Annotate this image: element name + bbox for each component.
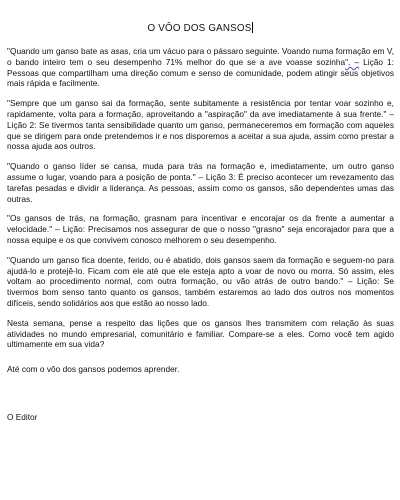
spellcheck-marked-text[interactable]: ". – xyxy=(345,56,360,67)
paragraph-lesson-5: "Quando um ganso fica doente, ferido, ou é abatido, dois gansos saem da formação e seguem-no para ajudá-lo e protejê-lo. Ficam com ele até que ele esteja apto a voar de novo ou morra. Só assim, eles voltam ao procedimento normal, com outra formação, ou vão atrás de outro bando." – Lição: Se tivermos bom senso tanto quanto os gansos, também estaremos ao lado dos outros nos momentos difíceis, sendo solidários aos que estão ao nosso lado. xyxy=(7,254,394,308)
paragraph-lesson-3: "Quando o ganso líder se cansa, muda para trás na formação e, imediatamente, um outro ganso assume o lugar, voando para a posição de ponta." – Lição 3: É preciso acontecer um revezamento das tarefas pesadas e dividir a liderança. As pessoas, assim como os gansos, são dependentes umas das outras. xyxy=(7,161,394,204)
paragraph-lesson-2: "Sempre que um ganso sai da formação, sente subitamente a resistência por tentar voar sozinho e, rapidamente, volta para a formação, aproveitando a "aspiração" da ave imediatamente à sua frente." – Lição 2: Se tivermos tanta sensibilidade quanto um ganso, permaneceremos em formação com aqueles que se dirigem para onde pretendemos ir e nos disporemos a aceitar a sua ajuda, assim como prestar a nossa ajuda aos outros. xyxy=(7,98,394,152)
paragraph-lesson-1 xyxy=(7,46,394,89)
lesson-1-text-start: "Quando um ganso bate as asas, cria um vácuo para o pássaro seguinte. Voando numa formação em V, o bando inteiro tem o seu desempenho 71% melhor do que se a ave voasse sozinha xyxy=(7,46,394,67)
signature: O Editor xyxy=(7,411,38,422)
paragraph-reflection: Nesta semana, pense a respeito das lições que os gansos lhes transmitem com relação às suas atividades no mundo empresarial, comunitário e familiar. Compare-se a eles. Como você tem agido ultimamente em sua vida? xyxy=(7,317,394,350)
text-cursor xyxy=(252,22,253,33)
paragraph-lesson-4: "Os gansos de trás, na formação, grasnam para incentivar e encorajar os da frente a aumentar a velocidade." – Lição: Precisamos nos assegurar de que o nosso "grasno" seja encorajador para que a nossa equipe e os que convivem conosco melhorem o seu desempenho. xyxy=(7,213,394,245)
document-title-text: O VÔO DOS GANSOS xyxy=(147,23,252,34)
closing-line: Até com o vôo dos gansos podemos aprender. xyxy=(7,364,180,375)
lesson-1-text-end: Lição 1: Pessoas que compartilham uma direção comum e senso de comunidade, podem atingir seus objetivos mais rápida e facilmente. xyxy=(7,56,395,89)
document-title xyxy=(7,22,394,35)
